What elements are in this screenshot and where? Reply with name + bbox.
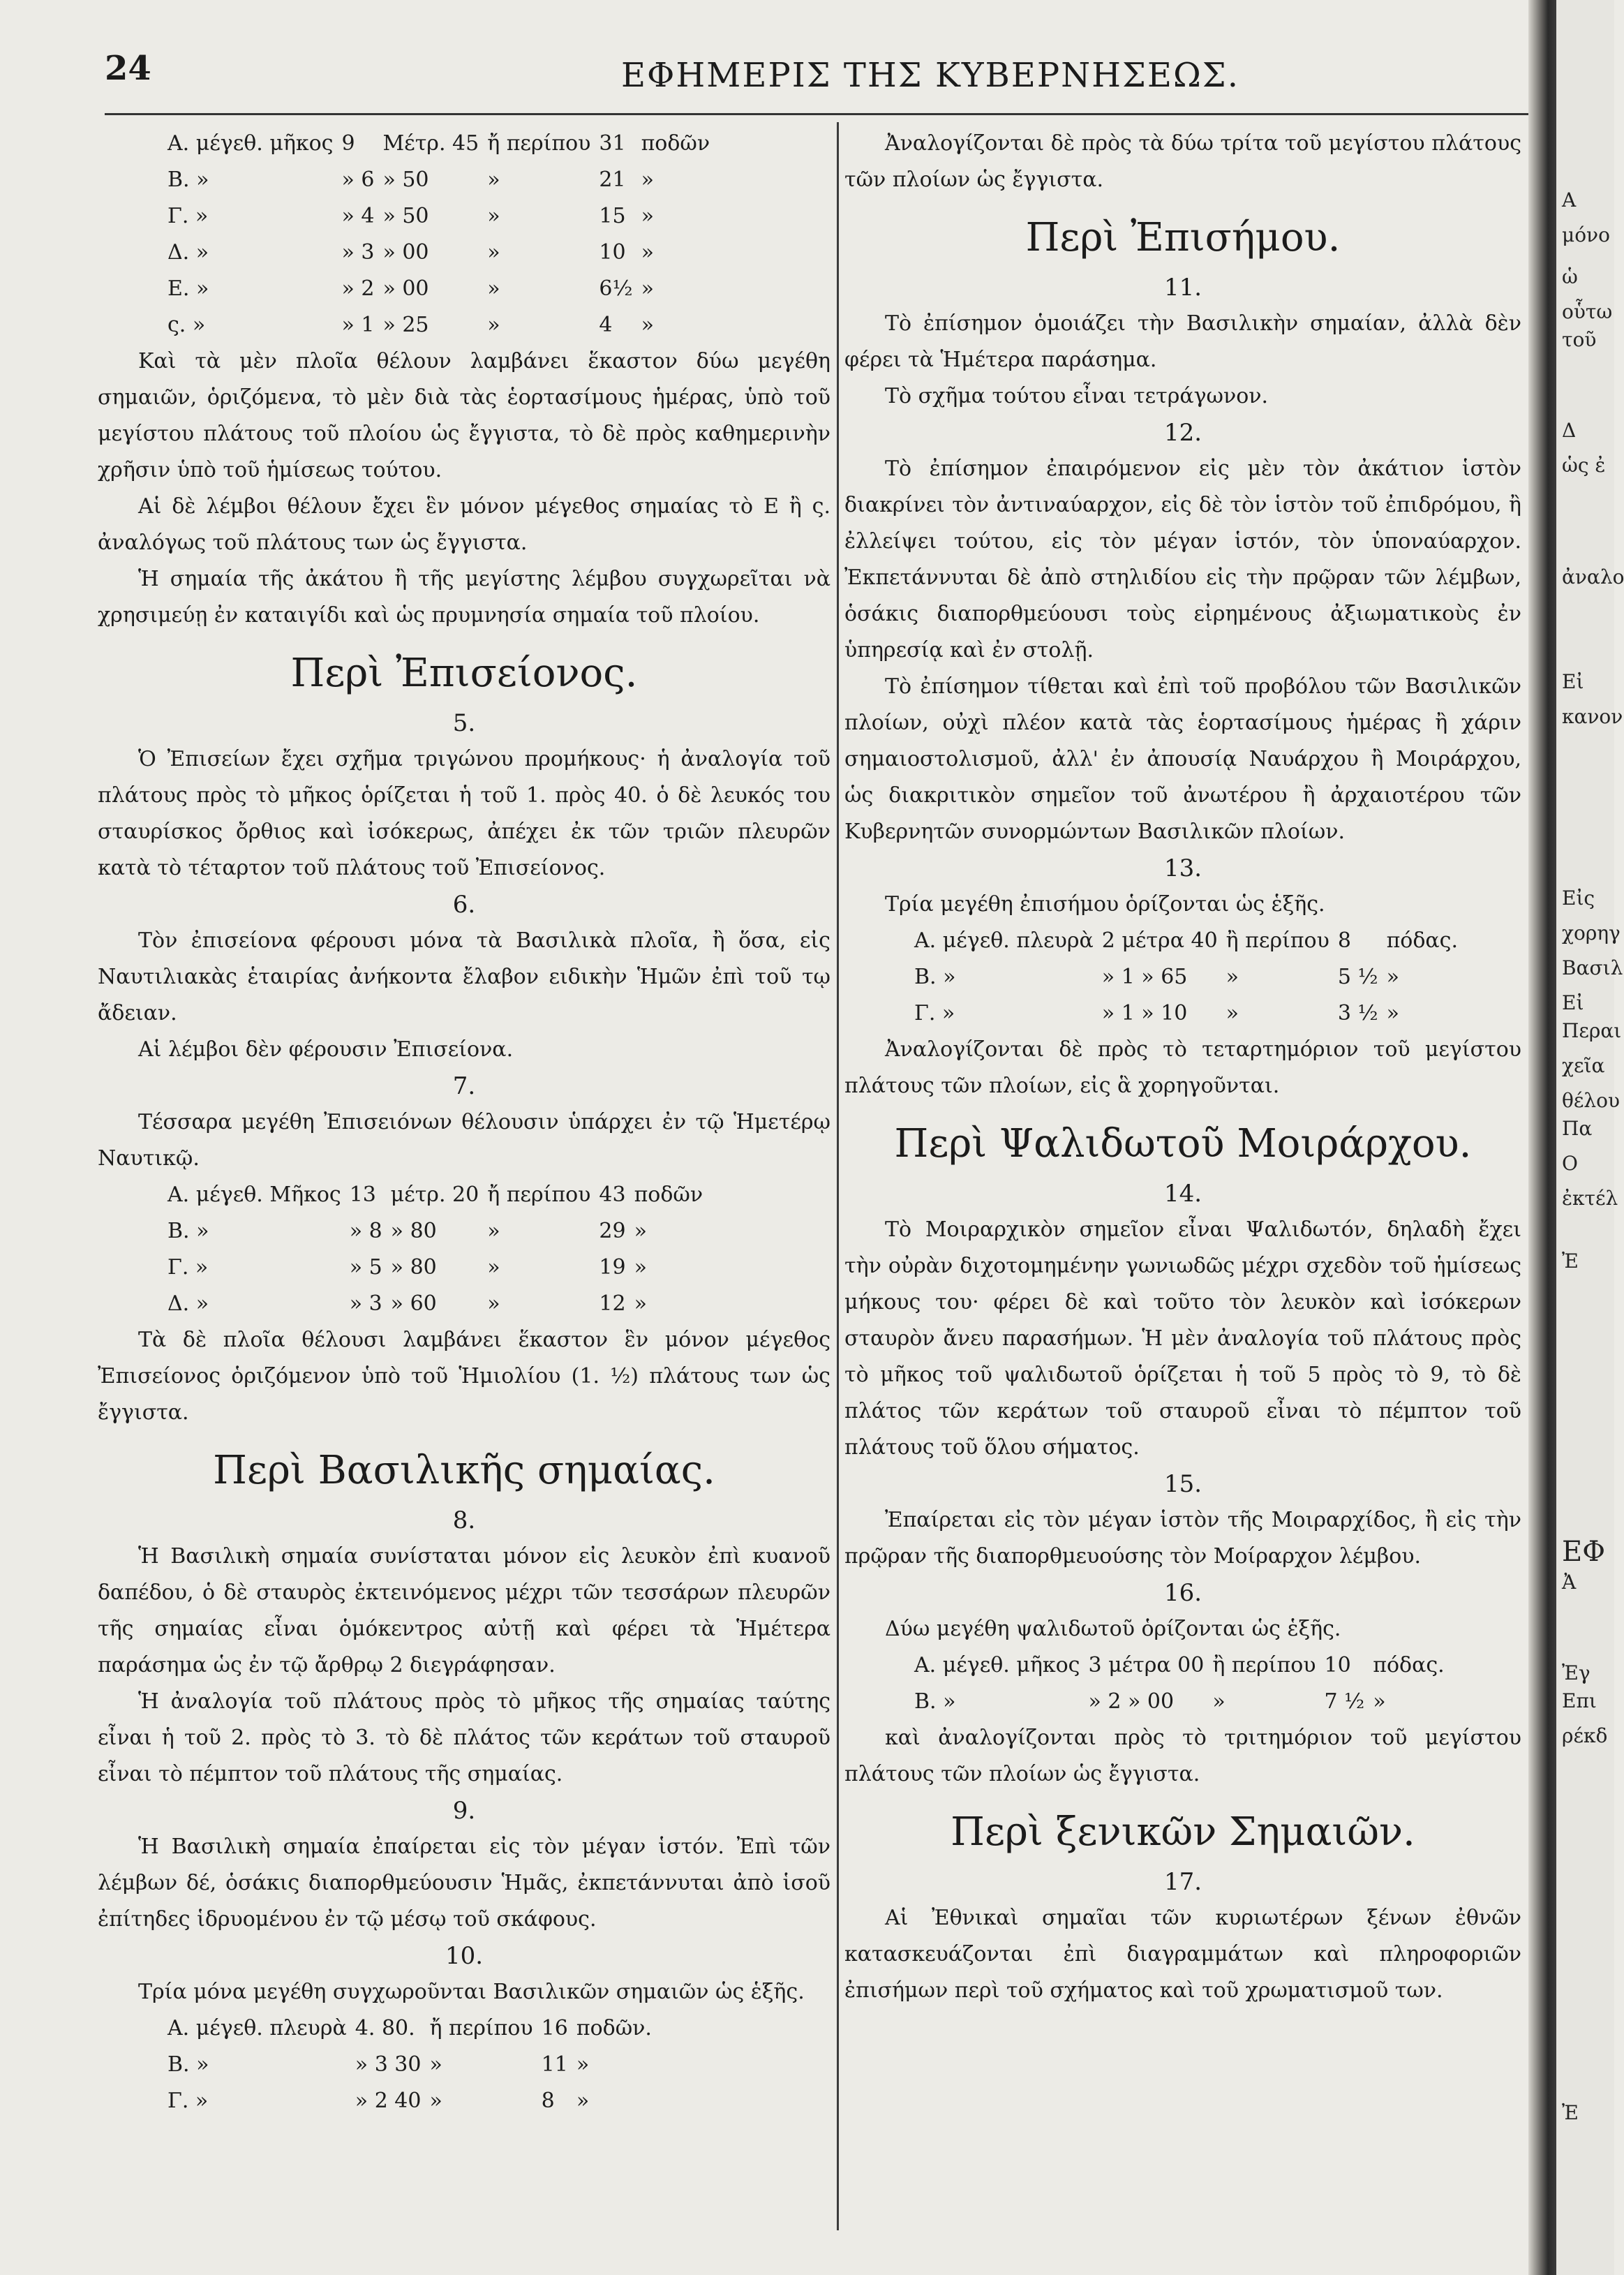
paragraph: Ἀναλογίζονται δὲ πρὸς τὸ τεταρτημόριον τοῦ μεγίστου πλάτους τῶν πλοίων, εἰς ἃ χορηγοῦνται. <box>844 1037 1521 1098</box>
size-cell: Α. μέγεθ. μῆκος <box>914 1653 1080 1677</box>
article-number: 16. <box>1163 1579 1202 1607</box>
size-cell: » <box>641 168 654 192</box>
left-column <box>98 126 830 2119</box>
size-row <box>167 1177 711 1213</box>
size-cell: » 00 <box>382 276 429 301</box>
size-cell: ἤ περίπου <box>487 131 591 156</box>
column-divider <box>837 122 839 2230</box>
section-heading: Περὶ Βασιλικῆς σημαίας. <box>213 1448 715 1493</box>
size-row <box>167 307 718 343</box>
size-cell: » 5 <box>349 1255 382 1280</box>
size-cell: ἤ περίπου <box>487 1183 591 1207</box>
size-cell: » 80 <box>390 1219 437 1243</box>
paragraph: Τρία μόνα μεγέθη συγχωροῦνται Βασιλικῶν σημαιῶν ὡς ἑξῆς. <box>138 1980 805 2004</box>
size-row <box>167 126 718 162</box>
size-cell: ποδῶν. <box>576 2016 652 2040</box>
paragraph: Ἡ Βασιλικὴ σημαία ἐπαίρεται εἰς τὸν μέγαν ἱστόν. Ἐπὶ τῶν λέμβων δέ, ὁσάκις διαπορθμεύουσιν Ἡμᾶς, ἐκπετάννυται ἀπὸ ἱσοῦ ἐπίτηδες ἱδρυομένου ἐν τῷ μέσῳ τοῦ σκάφους. <box>98 1835 830 1932</box>
size-cell: » <box>1386 1001 1399 1025</box>
size-row <box>914 959 1466 995</box>
paragraph: Τὸν ἐπισείονα φέρουσι μόνα τὰ Βασιλικὰ πλοῖα, ἢ ὅσα, εἰς Ναυτιλιακὰς ἑταιρίας ἀνήκοντα ἔλαβον ειδικὴν Ἡμῶν ἐπὶ τοῦ τῳ ἄδειαν. <box>98 928 830 1025</box>
size-table-ensign <box>914 923 1466 1032</box>
paragraph: Τὸ ἐπίσημον ἐπαιρόμενον εἰς μὲν τὸν ἀκάτιον ἱστὸν διακρίνει τὸν ἀντιναύαρχον, εἰς δὲ τὸν ἱστὸν τοῦ ἐπιδρόμου, ἢ ἐλλείψει τούτου, εἰς τὸν μέγαν ἱστόν, τὸν ὑποναύαρχον. Ἐκπετάννυται δὲ ἀπὸ στηλιδίου εἰς τὴν πρῷραν τῶν λέμβων, ὁσάκις διαπορθμεύουσι τοὺς εἰρημένους ἀξιωματικοὺς ἐν ὑπηρεσίᾳ καὶ ἐν στολῇ. <box>844 457 1521 662</box>
size-cell: 13 <box>349 1183 376 1207</box>
size-cell: » 25 <box>382 313 429 337</box>
size-cell: » 3 30 <box>355 2052 422 2077</box>
header-rule <box>105 113 1528 115</box>
section-heading: Περὶ Ἐπισείονος. <box>290 651 638 696</box>
size-cell: » <box>487 1255 500 1280</box>
size-row <box>167 2010 660 2047</box>
size-cell: Δ. » <box>167 240 209 265</box>
size-cell: » 3 <box>349 1291 382 1316</box>
size-row <box>167 198 718 235</box>
edge-fragment: Βασιλ <box>1562 956 1623 979</box>
size-cell: » <box>429 2089 442 2113</box>
paragraph: Τὸ Μοιραρχικὸν σημεῖον εἶναι Ψαλιδωτόν, δηλαδὴ ἔχει τὴν οὐρὰν διχοτομημένην γωνιωδῶς μέχρι σχεδὸν τοῦ ἡμίσεως μήκους του· φέρει δὲ καὶ τοῦτο τὸν λευκὸν καὶ ἰσόκερων σταυρὸν ἄνευ παρασήμων. Ἡ μὲν ἀναλογία τοῦ πλάτους πρὸς τὸ μῆκος τοῦ ψαλιδωτοῦ ὁρίζεται ἡ τοῦ 5 πρὸς τὸ 9, τὸ δὲ πλάτος τῶν κεράτων τοῦ σταυροῦ εἶναι τὸ πέμπτον τοῦ πλάτους τοῦ ὅλου σήματος. <box>844 1217 1521 1460</box>
size-cell: Α. μέγεθ. μῆκος <box>167 131 334 156</box>
paragraph: Τὸ ἐπίσημον τίθεται καὶ ἐπὶ τοῦ προβόλου τῶν Βασιλικῶν πλοίων, οὐχὶ πλέον κατὰ τὰς ἑορτασίμους ἡμέρας ἢ χάριν σημαιοστολισμοῦ, ἀλλ' ἐν ἀπουσίᾳ Ναυάρχου ἢ Μοιράρχου, ὡς διακριτικὸν σημεῖον τοῦ ἀνωτέρου ἢ ἀρχαιοτέρου τῶν Κυβερνητῶν συνορμώντων Βασιλικῶν πλοίων. <box>844 674 1521 844</box>
size-cell: » <box>487 313 500 337</box>
size-cell: » <box>429 2052 442 2077</box>
edge-fragment: ὡ <box>1562 265 1578 288</box>
article-number: 9. <box>452 1797 476 1825</box>
size-cell: » 1 » 65 <box>1101 965 1188 989</box>
size-cell: Β. » <box>914 1689 956 1714</box>
size-cell: » 8 <box>349 1219 382 1243</box>
paragraph: Αἱ δὲ λέμβοι θέλουν ἔχει ἓν μόνον μέγεθος σημαίας τὸ Ε ἢ ς. ἀναλόγως τοῦ πλάτους των ὡς ἔγγιστα. <box>98 494 830 555</box>
paragraph: καὶ ἀναλογίζονται πρὸς τὸ τριτημόριον τοῦ μεγίστου πλάτους τῶν πλοίων ὡς ἔγγιστα. <box>844 1726 1521 1786</box>
edge-fragment: Πα <box>1562 1117 1593 1140</box>
paragraph: Ὁ Ἐπισείων ἔχει σχῆμα τριγώνου προμήκους· ἡ ἀναλογία τοῦ πλάτους πρὸς τὸ μῆκος ὁρίζεται ἡ τοῦ 1. πρὸς 40. ὁ δὲ λευκός του σταυρίσκος ὄρθιος καὶ ἰσόκερως, ἀπέχει ἐκ τῶν τριῶν πλευρῶν κατὰ τὸ τέταρτον τοῦ πλάτους τοῦ Ἐπισείονος. <box>98 747 830 880</box>
running-title: ΕΦΗΜΕΡΙΣ ΤΗΣ ΚΥΒΕΡΝΗΣΕΩΣ. <box>621 56 1239 95</box>
size-cell: 5 ½ <box>1337 965 1378 989</box>
size-cell: » 1 » 10 <box>1101 1001 1188 1025</box>
binding-fold <box>1528 0 1556 2275</box>
size-cell: Β. » <box>167 168 209 192</box>
size-cell: » 4 <box>341 204 375 228</box>
size-cell: Α. μέγεθ. Μῆκος <box>167 1183 341 1207</box>
size-cell: 11 <box>541 2052 568 2077</box>
size-cell: Β. » <box>167 1219 209 1243</box>
size-cell: 8 <box>1337 928 1351 953</box>
edge-fragment: χεῖα <box>1562 1054 1605 1077</box>
size-cell: 10 <box>1324 1653 1351 1677</box>
size-row <box>914 995 1466 1032</box>
size-table-royal-flag <box>167 2010 660 2119</box>
size-cell: 10 <box>599 240 626 265</box>
size-cell: 15 <box>599 204 626 228</box>
article-number: 15. <box>1163 1470 1202 1498</box>
size-cell: » 1 <box>341 313 375 337</box>
size-cell: » <box>641 204 654 228</box>
section-heading: Περὶ Ἐπισήμου. <box>1025 215 1341 260</box>
article-number: 8. <box>452 1506 476 1534</box>
size-cell: Μέτρ. 45 <box>382 131 479 156</box>
edge-fragment: Περαι <box>1562 1019 1622 1042</box>
size-cell: ἤ περίπου <box>429 2016 533 2040</box>
size-cell: Α. μέγεθ. πλευρὰ <box>914 928 1094 953</box>
edge-fragment: θέλου <box>1562 1089 1620 1112</box>
size-cell: » <box>1226 965 1239 989</box>
size-row <box>914 1647 1453 1684</box>
size-cell: » 00 <box>382 240 429 265</box>
size-cell: » <box>641 276 654 301</box>
edge-fragment: χορηγ <box>1562 921 1621 944</box>
size-cell: » <box>487 240 500 265</box>
paragraph: Ἀναλογίζονται δὲ πρὸς τὰ δύω τρίτα τοῦ μεγίστου πλάτους τῶν πλοίων ὡς ἔγγιστα. <box>844 131 1521 192</box>
size-table-swallowtail <box>914 1647 1453 1720</box>
edge-fragment: Εἰ <box>1562 991 1584 1014</box>
paragraph: Δύω μεγέθη ψαλιδωτοῦ ὁρίζονται ὡς ἑξῆς. <box>885 1617 1341 1641</box>
edge-fragment: ἐκτέλ <box>1562 1187 1618 1210</box>
size-cell: 2 μέτρα 40 <box>1101 928 1218 953</box>
size-cell: » 2 » 00 <box>1088 1689 1175 1714</box>
size-cell: » <box>487 276 500 301</box>
page-number: 24 <box>105 49 151 88</box>
size-cell: 8 <box>541 2089 555 2113</box>
article-number: 6. <box>452 891 476 919</box>
edge-fragment: ΕΦ <box>1562 1536 1605 1568</box>
edge-fragment: κανον <box>1562 705 1623 728</box>
article-number: 12. <box>1163 419 1202 447</box>
paragraph: Τρία μεγέθη ἐπισήμου ὁρίζονται ὡς ἑξῆς. <box>885 892 1325 917</box>
size-cell: Δ. » <box>167 1291 209 1316</box>
size-cell: πόδας. <box>1373 1653 1445 1677</box>
edge-fragment: Ο <box>1562 1152 1578 1175</box>
size-cell: 4. 80. <box>355 2016 415 2040</box>
size-cell: Γ. » <box>167 204 209 228</box>
size-cell: 6½ <box>599 276 633 301</box>
size-cell: » 6 <box>341 168 375 192</box>
article-number: 17. <box>1163 1868 1202 1896</box>
size-row <box>167 271 718 307</box>
size-cell: » <box>1373 1689 1386 1714</box>
paragraph: Καὶ τὰ μὲν πλοῖα θέλουν λαμβάνει ἕκαστον δύω μεγέθη σημαιῶν, ὁριζόμενα, τὸ μὲν διὰ τὰς ἑορτασίμους ἡμέρας, ὑπὸ τοῦ μεγίστου πλάτους τοῦ πλοίου ὡς ἔγγιστα, τὸ δὲ πρὸς καθημερινὴν χρῆσιν ὑπὸ τοῦ ἡμίσεως τούτου. <box>98 349 830 482</box>
size-cell: Α. μέγεθ. πλευρὰ <box>167 2016 347 2040</box>
edge-fragment: Α <box>1562 188 1577 212</box>
size-cell: ς. » <box>167 313 206 337</box>
size-cell: 4 <box>599 313 613 337</box>
paragraph: Ἐπαίρεται εἰς τὸν μέγαν ἱστὸν τῆς Μοιραρχίδος, ἢ εἰς τὴν πρῷραν τῆς διαπορθμευούσης τὸν Μοίραρχον λέμβου. <box>844 1508 1521 1569</box>
edge-fragment: μόνο <box>1562 223 1610 246</box>
size-cell: Ε. » <box>167 276 209 301</box>
article-number: 13. <box>1163 854 1202 882</box>
size-row <box>167 235 718 271</box>
right-column <box>844 126 1521 2009</box>
size-cell: » 2 <box>341 276 375 301</box>
edge-fragment: Εἰ <box>1562 670 1584 693</box>
size-cell: » <box>1212 1689 1226 1714</box>
paragraph: Ἡ σημαία τῆς ἀκάτου ἢ τῆς μεγίστης λέμβου συγχωρεῖται νὰ χρησιμεύῃ ἐν καταιγίδι καὶ ὡς πρυμνησία σημαία τοῦ πλοίου. <box>98 567 830 628</box>
edge-fragment: τοῦ <box>1562 328 1597 351</box>
size-cell: Γ. » <box>167 2089 209 2113</box>
size-cell: 12 <box>599 1291 626 1316</box>
edge-fragment: Εἰς <box>1562 887 1595 910</box>
article-number: 14. <box>1163 1180 1202 1208</box>
size-cell: ποδῶν <box>641 131 710 156</box>
edge-fragment: Επι <box>1562 1689 1597 1712</box>
size-row <box>914 1684 1453 1720</box>
size-cell: ἢ περίπου <box>1226 928 1329 953</box>
size-cell: » <box>487 204 500 228</box>
size-cell: 7 ½ <box>1324 1689 1365 1714</box>
size-cell: ποδῶν <box>634 1183 703 1207</box>
size-cell: Β. » <box>914 965 956 989</box>
size-cell: 21 <box>599 168 626 192</box>
article-number: 5. <box>452 709 476 737</box>
edge-fragment: Δ <box>1562 419 1577 442</box>
size-cell: » 50 <box>382 204 429 228</box>
size-cell: » <box>634 1219 647 1243</box>
edge-fragment: ὡς ἐ <box>1562 454 1606 477</box>
edge-fragment: Ἐ <box>1562 1250 1579 1273</box>
paragraph: Αἱ Ἐθνικαὶ σημαῖαι τῶν κυριωτέρων ξένων ἐθνῶν κατασκευάζονται ἐπὶ διαγραμμάτων καὶ πληροφοριῶν ἐπισήμων περὶ τοῦ σχήματος καὶ τοῦ χρωματισμοῦ των. <box>844 1906 1521 2003</box>
edge-fragment: Ἐγ <box>1562 1661 1591 1684</box>
size-cell: » <box>634 1255 647 1280</box>
size-table-flags <box>167 126 718 343</box>
size-cell: 3 ½ <box>1337 1001 1378 1025</box>
size-table-pennants <box>167 1177 711 1322</box>
size-cell: πόδας. <box>1386 928 1458 953</box>
size-cell: » <box>576 2052 590 2077</box>
size-cell: Β. » <box>167 2052 209 2077</box>
section-heading: Περὶ Ψαλιδωτοῦ Μοιράρχου. <box>894 1121 1472 1166</box>
paragraph: Ἡ ἀναλογία τοῦ πλάτους πρὸς τὸ μῆκος τῆς σημαίας ταύτης εἶναι ἡ τοῦ 2. πρὸς τὸ 3. τὸ δὲ πλάτος τῶν κεράτων τοῦ σταυροῦ εἶναι τὸ πέμπτον τοῦ πλάτους τῆς σημαίας. <box>98 1689 830 1786</box>
size-cell: » <box>487 1291 500 1316</box>
size-cell: μέτρ. 20 <box>390 1183 479 1207</box>
size-cell: » <box>1226 1001 1239 1025</box>
size-row <box>167 162 718 198</box>
paragraph: Τέσσαρα μεγέθη Ἐπισειόνων θέλουσιν ὑπάρχει ἐν τῷ Ἡμετέρῳ Ναυτικῷ. <box>98 1110 830 1171</box>
size-cell: 43 <box>599 1183 626 1207</box>
size-row <box>167 1250 711 1286</box>
size-cell: 31 <box>599 131 626 156</box>
size-cell: » 60 <box>390 1291 437 1316</box>
size-cell: » <box>634 1291 647 1316</box>
size-cell: » <box>487 168 500 192</box>
size-cell: Γ. » <box>167 1255 209 1280</box>
size-row <box>167 2047 660 2083</box>
size-cell: » 80 <box>390 1255 437 1280</box>
article-number: 10. <box>445 1942 484 1970</box>
edge-fragment: Ἀ <box>1562 1571 1577 1594</box>
size-cell: » <box>487 1219 500 1243</box>
paragraph: Ἡ Βασιλικὴ σημαία συνίσταται μόνον εἰς λευκὸν ἐπὶ κυανοῦ δαπέδου, ὁ δὲ σταυρὸς ἐκτεινόμενος μέχρι τῶν τεσσάρων πλευρῶν τῆς σημαίας εἶναι ὁμόκεντρος αὐτῇ καὶ φέρει τὰ Ἡμέτερα παράσημα ὡς ἐν τῷ ἄρθρῳ 2 διεγράφησαν. <box>98 1544 830 1677</box>
edge-fragment: ρέκδ <box>1562 1724 1608 1747</box>
size-cell: Γ. » <box>914 1001 955 1025</box>
size-cell: 3 μέτρα 00 <box>1088 1653 1205 1677</box>
size-cell: 29 <box>599 1219 626 1243</box>
paragraph: Αἱ λέμβοι δὲν φέρουσιν Ἐπισείονα. <box>138 1037 514 1062</box>
section-heading: Περὶ ξενικῶν Σημαιῶν. <box>951 1809 1415 1855</box>
size-row <box>914 923 1466 959</box>
size-cell: » <box>1386 965 1399 989</box>
size-row <box>167 1286 711 1322</box>
edge-fragment: ἀναλο <box>1562 565 1624 588</box>
paragraph: Τὸ ἐπίσημον ὁμοιάζει τὴν Βασιλικὴν σημαίαν, ἀλλὰ δὲν φέρει τὰ Ἡμέτερα παράσημα. <box>844 311 1521 372</box>
paragraph: Τὰ δὲ πλοῖα θέλουσι λαμβάνει ἕκαστον ἓν μόνον μέγεθος Ἐπισείονος ὁριζόμενον ὑπὸ τοῦ Ἡμιολίου (1. ½) πλάτους των ὡς ἔγγιστα. <box>98 1328 830 1425</box>
article-number: 11. <box>1163 274 1202 302</box>
size-row <box>167 2083 660 2119</box>
edge-fragment: οὗτω <box>1562 300 1613 323</box>
size-cell: 16 <box>541 2016 568 2040</box>
size-cell: » <box>576 2089 590 2113</box>
size-cell: 9 <box>341 131 355 156</box>
article-number: 7. <box>452 1072 476 1100</box>
size-cell: » <box>641 240 654 265</box>
paragraph: Τὸ σχῆμα τούτου εἶναι τετράγωνον. <box>885 384 1269 408</box>
size-cell: ἢ περίπου <box>1212 1653 1316 1677</box>
size-cell: » 2 40 <box>355 2089 422 2113</box>
size-cell: » 50 <box>382 168 429 192</box>
size-cell: » <box>641 313 654 337</box>
edge-fragment: Ἐ <box>1562 2101 1579 2124</box>
size-cell: » 3 <box>341 240 375 265</box>
size-cell: 19 <box>599 1255 626 1280</box>
size-row <box>167 1213 711 1250</box>
